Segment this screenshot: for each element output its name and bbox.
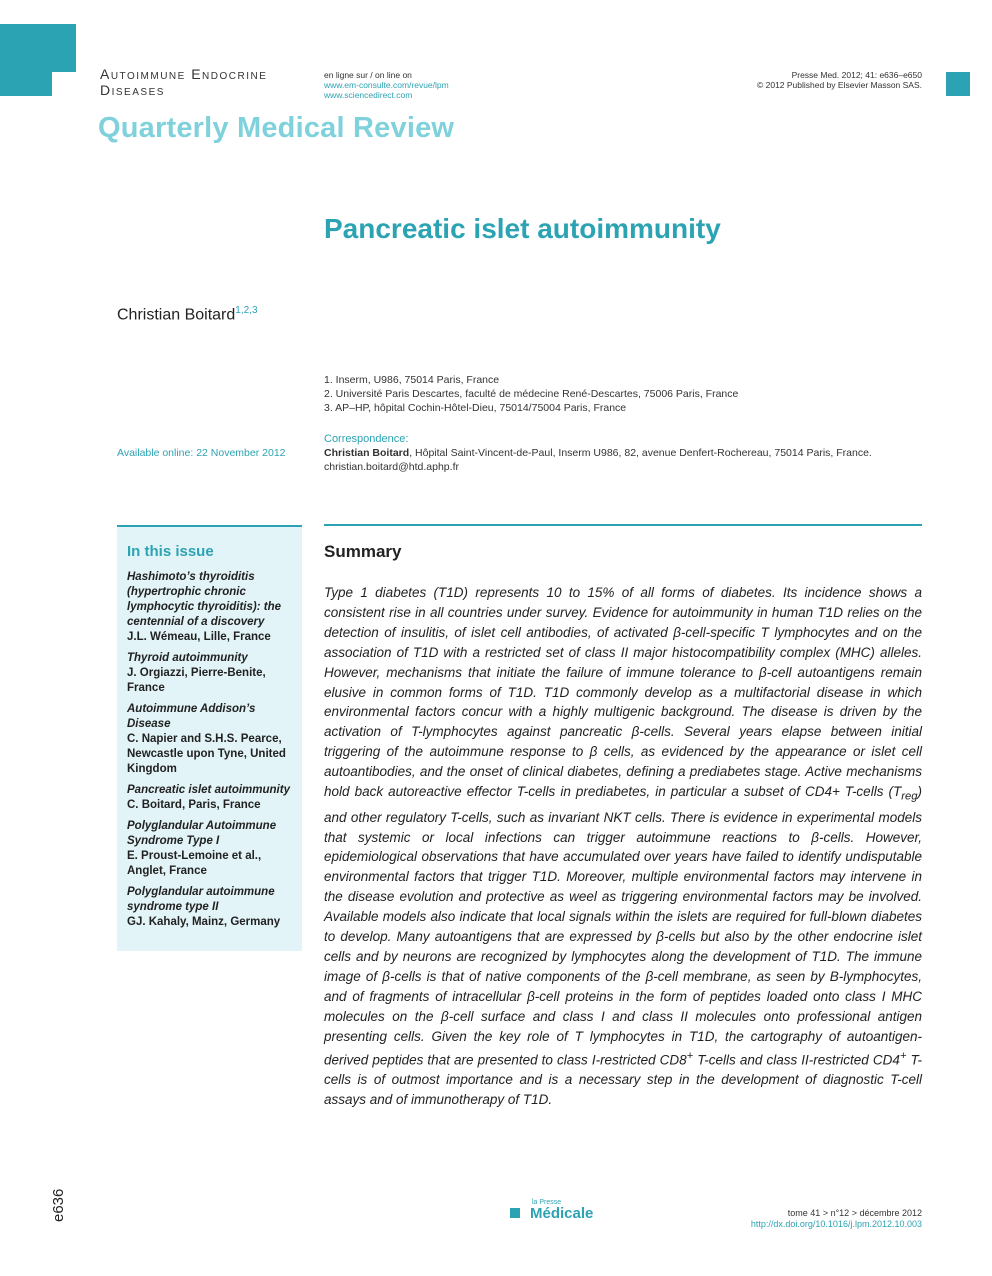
issue-authors: GJ. Kahaly, Mainz, Germany [127, 916, 281, 928]
article-title: Pancreatic islet autoimmunity [324, 213, 721, 244]
available-online-date: Available online: 22 November 2012 [117, 447, 286, 459]
doi-link[interactable]: http://dx.doi.org/10.1016/j.lpm.2012.10.003 [750, 1219, 922, 1229]
correspondence-heading: Correspondence: [324, 433, 409, 445]
issue-item[interactable] [127, 819, 292, 879]
abstract-part-4: T-cells is of outmost importance and is a necessary step in the development of diagnostic T-cell assays and of immunotherapy of T1D. [324, 1052, 922, 1107]
abstract-part-3: T-cells and class II-restricted CD4 [693, 1052, 900, 1068]
issue-line: tome 41 > n°12 > décembre 2012 [787, 1208, 922, 1218]
journal-logo-big: Médicale [530, 1205, 594, 1222]
page-number: e636 [50, 1188, 67, 1222]
issue-title: Autoimmune Addison’s Disease [127, 703, 256, 730]
summary-divider [324, 524, 922, 526]
issue-title: Polyglandular autoimmune syndrome type II [127, 886, 275, 913]
correspondence-name: Christian Boitard [324, 447, 410, 459]
issue-item[interactable] [127, 885, 292, 930]
issue-authors: J.L. Wémeau, Lille, France [127, 631, 271, 643]
issue-authors: C. Napier and S.H.S. Pearce, Newcastle upon Tyne, United Kingdom [127, 733, 286, 775]
journal-citation [757, 70, 922, 90]
affiliation-item: 3. AP–HP, hôpital Cochin-Hôtel-Dieu, 75014/75004 Paris, France [324, 402, 627, 414]
issue-item[interactable] [127, 702, 292, 777]
issue-item[interactable] [127, 651, 292, 696]
footer-citation [751, 1208, 922, 1230]
correspondence-address: , Hôpital Saint-Vincent-de-Paul, Inserm U986, 82, avenue Denfert-Rochereau, 75014 Paris, France. [409, 447, 872, 459]
abstract-text [324, 583, 922, 1110]
online-url-sciencedirect[interactable]: www.sciencedirect.com [324, 90, 413, 100]
abstract-sup-1: + [686, 1049, 694, 1062]
issue-title: Polyglandular Autoimmune Syndrome Type I [127, 820, 277, 847]
online-url-emconsulte[interactable]: www.em-consulte.com/revue/lpm [324, 80, 449, 90]
issue-title: Hashimoto’s thyroiditis (hypertrophic chronic lymphocytic thyroiditis): the centennial of a discovery [127, 571, 281, 628]
abstract-sup-2: + [899, 1049, 907, 1062]
correspondence-address-line [324, 446, 924, 460]
section-line-2: Diseases [100, 82, 165, 98]
section-line-1: Autoimmune Endocrine [100, 66, 268, 82]
abstract-part-1: Type 1 diabetes (T1D) represents 10 to 15% of all forms of diabetes. Its incidence shows a consistent rise in all countries under survey. Evidence for autoimmunity in human T1D relies on the detection of insulitis, of islet cell antibodies, of activated β-cell-specific T lymphocytes and on the association of T1D with a restricted set of class II major histocompatibility complex (MHC) alleles. However, mechanisms that initiate the failure of immune tolerance to β-cell autoantigens remain elusive in common forms of T1D. T1D commonly develop as a multifactorial disease in which environmental factors concur with a highly multigenic background. The disease is driven by the activation of T-lymphocytes against pancreatic β-cells. Several years elapse between initial triggering of the autoimmune response to β cells, as evidenced by the appearance or islet cell autoantibodies, and the onset of clinical diabetes, defining a prediabetes stage. Active mechanisms hold back autoreactive effector T-cells in prediabetes, in particular a subset of CD4+ T-cells (T [324, 585, 922, 800]
author-name: Christian Boitard [117, 306, 236, 324]
author [117, 305, 258, 324]
affiliation-item: 1. Inserm, U986, 75014 Paris, France [324, 374, 500, 386]
issue-item[interactable] [127, 570, 292, 645]
issue-authors: C. Boitard, Paris, France [127, 799, 261, 811]
abstract-part-2: ) and other regulatory T-cells, such as invariant NKT cells. There is evidence in experimental models that systemic or local infections can trigger autoimmune reactions to β-cells. However, epidemiological observations that have accumulated over years have failed to identify undisputable environmental factors that trigger T1D. Moreover, multiple environmental factors may intervene in the disease evolution and protective as weel as triggering environmental factors may be involved. Available models also indicate that local signals within the islets are required for full-blown diabetes to develop. Many autoantigens that are expressed by β-cells but also by the other endocrine islet cells and by neurons are recognized by lymphocytes along the development of T1D. The immune image of β-cells is that of native components of the β-cell membrane, as seen by B-lymphocytes, and of fragments of intracellular β-cell proteins in the form of peptides loaded onto class I MHC molecules on the β-cell surface and class I and class II molecules onto professional antigen presenting cells. Given the key role of T lymphocytes in T1D, the cartography of autoantigen-derived peptides that are presented to class I-restricted CD8 [324, 784, 922, 1068]
online-links [324, 70, 449, 100]
affiliation-item: 2. Université Paris Descartes, faculté de médecine René-Descartes, 75006 Paris, France [324, 388, 739, 400]
affiliations [324, 373, 738, 415]
sidebar-heading: In this issue [127, 543, 214, 560]
journal-logo-square-icon [510, 1208, 520, 1218]
citation-line-2: © 2012 Published by Elsevier Masson SAS. [756, 80, 922, 90]
right-accent-block [946, 72, 970, 96]
correspondence [324, 432, 924, 474]
issue-item[interactable] [127, 783, 292, 813]
journal-logo-small: la Presse [532, 1199, 562, 1206]
summary-heading: Summary [324, 542, 402, 561]
review-title: Quarterly Medical Review [98, 112, 455, 144]
correspondence-email[interactable]: christian.boitard@htd.aphp.fr [324, 461, 459, 473]
author-affiliation-sups: 1,2,3 [235, 305, 258, 316]
issue-authors: J. Orgiazzi, Pierre-Benite, France [127, 667, 266, 694]
issue-title: Pancreatic islet autoimmunity [127, 784, 290, 796]
section-header [100, 66, 267, 98]
issue-authors: E. Proust-Lemoine et al., Anglet, France [127, 850, 262, 877]
online-label: en ligne sur / on line on [324, 70, 412, 80]
corner-notch [52, 72, 76, 96]
in-this-issue-sidebar [117, 525, 302, 951]
citation-line-1: Presse Med. 2012; 41: e636–e650 [791, 70, 922, 80]
abstract-treg-subscript: reg [901, 790, 918, 803]
issue-title: Thyroid autoimmunity [127, 652, 248, 664]
